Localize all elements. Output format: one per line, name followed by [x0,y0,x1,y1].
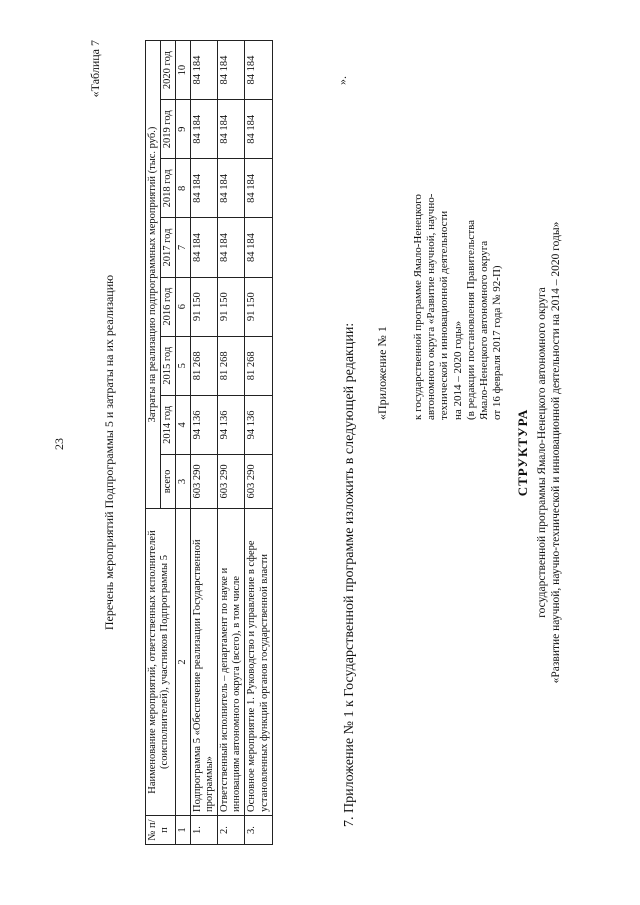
structure-subtitle-line: государственной программы Ямало-Ненецкого автономного округа [536,287,548,618]
row-name: Основное мероприятие 1. Руководство и управление в сфере установленных функций органов государственной власти [245,509,272,816]
appendix-note-line: Ямало-Ненецкого автономного округа [477,240,490,420]
table-row [245,41,272,845]
row-total: 603 290 [245,454,272,508]
row-value: 84 184 [191,100,218,159]
column-number: 9 [176,100,191,159]
column-number: 7 [176,218,191,277]
header-year: 2018 год [161,159,176,218]
row-value: 84 184 [191,41,218,100]
row-value: 94 136 [245,395,272,454]
row-index: 3. [245,816,272,845]
row-value: 84 184 [218,100,245,159]
column-number-row [176,41,191,845]
row-index: 1. [191,816,218,845]
budget-table [145,40,273,845]
page-number: 23 [52,438,66,450]
row-value: 84 184 [218,159,245,218]
column-number: 10 [176,41,191,100]
row-value: 91 150 [245,277,272,336]
appendix-note [412,60,504,420]
row-value: 81 268 [218,336,245,395]
column-number: 5 [176,336,191,395]
table-row [218,41,245,845]
section-7-heading: 7. Приложение № 1 к Государственной программе изложить в следующей редакции: [342,322,357,827]
header-year: 2014 год [161,395,176,454]
row-index: 2. [218,816,245,845]
appendix-note-line: от 16 февраля 2017 года № 92-П) [491,265,504,420]
appendix-note-line: на 2014 – 2020 годы» [451,320,464,420]
appendix-note-line: к государственной программе Ямало-Ненецкого [412,194,424,420]
row-value: 81 268 [245,336,272,395]
row-total: 603 290 [218,454,245,508]
row-total: 603 290 [191,454,218,508]
column-number: 3 [176,454,191,508]
appendix-note-line: технической и инновационной деятельности [438,210,451,420]
header-year: 2017 год [161,218,176,277]
row-value: 84 184 [245,41,272,100]
row-value: 94 136 [218,395,245,454]
closing-quote: ». [335,76,349,85]
appendix-note-line: (в редакции постановления Правительства [464,219,477,420]
header-number: № п/п [146,816,176,845]
header-year: 2019 год [161,100,176,159]
row-value: 84 184 [191,218,218,277]
row-value: 84 184 [191,159,218,218]
column-number: 4 [176,395,191,454]
appendix-title: «Приложение № 1 [375,326,389,420]
column-number: 2 [176,509,191,816]
row-value: 81 268 [191,336,218,395]
column-number: 6 [176,277,191,336]
row-value: 94 136 [191,395,218,454]
table-caption: Перечень мероприятий Подпрограммы 5 и затраты на их реализацию [102,274,116,631]
column-number: 1 [176,816,191,845]
structure-subtitle [535,0,564,905]
column-number: 8 [176,159,191,218]
row-name: Ответственный исполнитель – департамент по науке и инновациям автономного округа (всего), в том числе [218,509,245,816]
header-total: всего [161,454,176,508]
row-value: 84 184 [218,41,245,100]
row-value: 84 184 [245,100,272,159]
row-value: 91 150 [218,277,245,336]
header-name: Наименование мероприятий, ответственных исполнителей (соисполнителей), участников Подпрограммы 5 [146,509,176,816]
header-year: 2020 год [161,41,176,100]
header-year: 2015 год [161,336,176,395]
structure-subtitle-line: «Развитие научной, научно-технической и инновационной деятельности на 2014 – 2020 годы» [550,221,563,684]
row-name: Подпрограмма 5 «Обеспечение реализации Государственной программы» [191,509,218,816]
header-year: 2016 год [161,277,176,336]
appendix-note-line: автономного округа «Развитие научной, научно- [425,193,438,420]
header-costs: Затраты на реализацию подпрограммных мероприятий (тыс. руб.) [146,41,161,509]
structure-title: СТРУКТУРА [515,408,530,497]
row-value: 84 184 [245,218,272,277]
row-value: 84 184 [245,159,272,218]
row-value: 91 150 [191,277,218,336]
row-value: 84 184 [218,218,245,277]
table-label: «Таблица 7 [88,40,102,98]
table-row [191,41,218,845]
